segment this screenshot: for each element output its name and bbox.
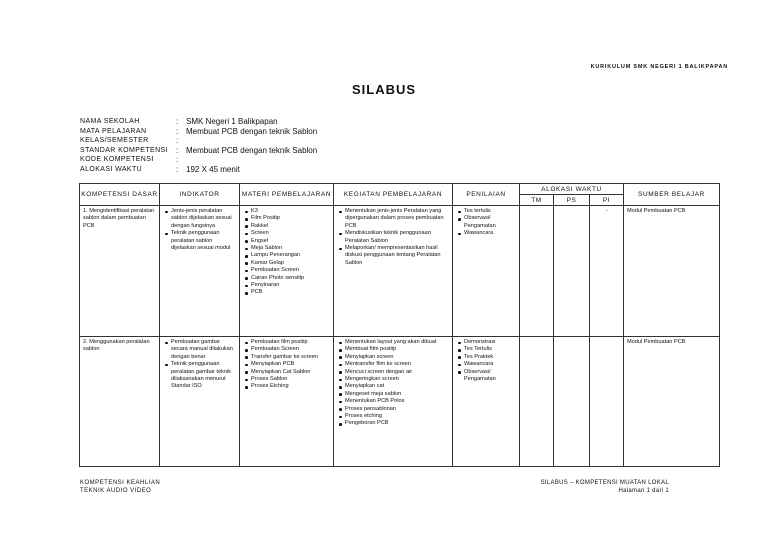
info-label: STANDAR KOMPETENSI bbox=[80, 146, 168, 154]
indikator-list bbox=[163, 208, 237, 252]
list-item: Mengeset meja sablon bbox=[337, 391, 450, 398]
info-row-code bbox=[80, 155, 317, 165]
kegiatan-list bbox=[337, 208, 450, 267]
list-item: Tes Tertulis bbox=[456, 346, 517, 353]
kegiatan-list bbox=[337, 339, 450, 428]
info-value: Membuat PCB dengan teknik Sablon bbox=[186, 145, 318, 155]
footer-right bbox=[541, 479, 669, 495]
list-item: Proses Sablon bbox=[243, 376, 331, 383]
header-tm: TM bbox=[520, 195, 554, 206]
info-sep: : bbox=[176, 117, 179, 126]
info-value: Membuat PCB dengan teknik Sablon bbox=[186, 126, 318, 136]
info-row-time bbox=[80, 165, 317, 175]
list-item: Tes tertulis bbox=[456, 208, 517, 215]
info-label: NAMA SEKOLAH bbox=[80, 118, 140, 125]
info-block bbox=[80, 117, 317, 175]
header-kegiatan: KEGIATAN PEMBELAJARAN bbox=[334, 184, 453, 206]
header-indikator: INDIKATOR bbox=[160, 184, 240, 206]
header-sumber: SUMBER BELAJAR bbox=[624, 184, 720, 206]
sumber-cell: Modul Pembuatan PCB bbox=[627, 339, 686, 345]
header-alokasi: ALOKASI WAKTU bbox=[520, 184, 624, 195]
page-title: SILABUS bbox=[351, 82, 417, 97]
materi-list bbox=[243, 208, 331, 297]
pi-cell bbox=[590, 337, 623, 341]
kompetensi-cell: 1. Mengidentifikasi peralatan sablon dalam pembuatan PCB bbox=[83, 208, 155, 229]
list-item: Mentransfer film ke screen bbox=[337, 361, 450, 368]
list-item: Teknik penggunaan peralatan sablon dijelaskan sesuai modul bbox=[163, 230, 237, 252]
list-item: PCB bbox=[243, 289, 331, 296]
list-item: Menyiapkan PCB bbox=[243, 361, 331, 368]
list-item: Menentukan PCB Polos bbox=[337, 398, 450, 405]
list-item: K3 bbox=[243, 208, 331, 215]
sumber-cell: Modul Pembuatan PCB bbox=[627, 208, 686, 214]
list-item: Proses pensablonan bbox=[337, 406, 450, 413]
list-item: Menyiapkan screen bbox=[337, 354, 450, 361]
list-item: Menentukan jenis-jenis Peralatan yang dipergunakan dalam proses pembuatan PCB bbox=[337, 208, 450, 230]
table-row bbox=[80, 206, 720, 337]
list-item: Tes Praktek bbox=[456, 354, 517, 361]
info-value: SMK Negeri 1 Balikpapan bbox=[186, 117, 278, 126]
penilaian-list bbox=[456, 208, 517, 238]
list-item: Lampu Penerangan bbox=[243, 252, 331, 259]
header-materi: MATERI PEMBELAJARAN bbox=[240, 184, 334, 206]
list-item: Transfer gambar ke screen bbox=[243, 354, 331, 361]
list-item: Wawancara bbox=[456, 361, 517, 368]
table-row bbox=[80, 337, 720, 467]
info-row-class bbox=[80, 136, 317, 146]
list-item: Kamar Gelap bbox=[243, 260, 331, 267]
info-label: MATA PELAJARAN bbox=[80, 127, 147, 135]
list-item: Menyiapkan Cat Sablon bbox=[243, 369, 331, 376]
info-sep: : bbox=[176, 155, 179, 165]
kompetensi-cell: 2. Menggunakan peralatan sablon bbox=[83, 339, 150, 353]
footer-left bbox=[80, 479, 160, 495]
footer-doc-title: SILABUS – KOMPETENSI MUATAN LOKAL bbox=[540, 480, 669, 486]
list-item: Pengeboran PCB bbox=[337, 420, 450, 427]
list-item: Film Positip bbox=[243, 215, 331, 222]
indikator-list bbox=[163, 339, 237, 391]
header-pi: PI bbox=[590, 195, 624, 206]
list-item: Menentukan layout yang akan dibuat bbox=[337, 339, 450, 346]
list-item: Pembuatan Screen bbox=[243, 267, 331, 274]
list-item: Engsel bbox=[243, 238, 331, 245]
list-item: Rakkel bbox=[243, 223, 331, 230]
footer-page-number: Halaman 1 dari 1 bbox=[618, 488, 669, 494]
list-item: Membuat film positip bbox=[337, 346, 450, 353]
list-item: Jenis-jenis peralatan sablon dijelaskan sesuai dengan fungsinya bbox=[163, 208, 237, 230]
info-row-standard bbox=[80, 146, 317, 156]
list-item: Melaporkan/ mempresentasikan hasil diskusi penggunaan tentang Peralatan Sablon bbox=[337, 245, 450, 267]
list-item: Cairan Photo sensitip bbox=[243, 275, 331, 282]
list-item: Wawancara bbox=[456, 230, 517, 237]
footer-program: KOMPETENSI KEAHLIAN bbox=[80, 480, 161, 486]
tm-cell bbox=[520, 337, 553, 341]
materi-list bbox=[243, 339, 331, 391]
header-penilaian: PENILAIAN bbox=[453, 184, 520, 206]
list-item: Screen bbox=[243, 230, 331, 237]
syllabus-table bbox=[79, 183, 720, 467]
list-item: Mendiskusikan teknik penggunaan Peralatan Sablon bbox=[337, 230, 450, 245]
info-sep: : bbox=[176, 126, 179, 136]
list-item: Proses Etching bbox=[243, 383, 331, 390]
institution-header: KURIKULUM SMK NEGERI 1 BALIKPAPAN bbox=[590, 64, 728, 70]
list-item: Meja Sablon bbox=[243, 245, 331, 252]
info-label: ALOKASI WAKTU bbox=[80, 165, 143, 173]
info-row-subject bbox=[80, 127, 317, 137]
info-label: KODE KOMPETENSI bbox=[80, 156, 154, 164]
list-item: Teknik penggunaan peralatan gambar teknik dilaksanakan menurut Standar ISO bbox=[163, 361, 237, 391]
list-item: Observasi/ Pengamatan bbox=[456, 215, 517, 230]
list-item: Pembuatan gambar secara manual dilakukan dengan benar bbox=[163, 339, 237, 361]
info-sep: : bbox=[176, 136, 179, 146]
list-item: Pembuatan Screen bbox=[243, 346, 331, 353]
tm-cell bbox=[520, 206, 553, 210]
penilaian-list bbox=[456, 339, 517, 383]
info-sep: : bbox=[176, 164, 179, 174]
header-kompetensi: KOMPETENSI DASAR bbox=[80, 184, 160, 206]
list-item: Penyinaran bbox=[243, 282, 331, 289]
list-item: Menyiapkan cat bbox=[337, 383, 450, 390]
info-value: 192 X 45 menit bbox=[186, 164, 240, 174]
info-row-school bbox=[80, 117, 317, 127]
list-item: Mengeringkan screen bbox=[337, 376, 450, 383]
footer-department: TEKNIK AUDIO VIDEO bbox=[80, 488, 152, 494]
ps-cell bbox=[554, 206, 589, 210]
pi-cell: - bbox=[606, 208, 608, 214]
info-sep: : bbox=[176, 145, 179, 155]
header-ps: PS bbox=[554, 195, 590, 206]
list-item: Proses etching bbox=[337, 413, 450, 420]
info-label: KELAS/SEMESTER bbox=[80, 137, 149, 145]
list-item: Observasi/ Pengamatan bbox=[456, 369, 517, 384]
list-item: Demonstrasi bbox=[456, 339, 517, 346]
ps-cell bbox=[554, 337, 589, 341]
list-item: Pembuatan film positip bbox=[243, 339, 331, 346]
list-item: Mencuci screen dengan air bbox=[337, 369, 450, 376]
